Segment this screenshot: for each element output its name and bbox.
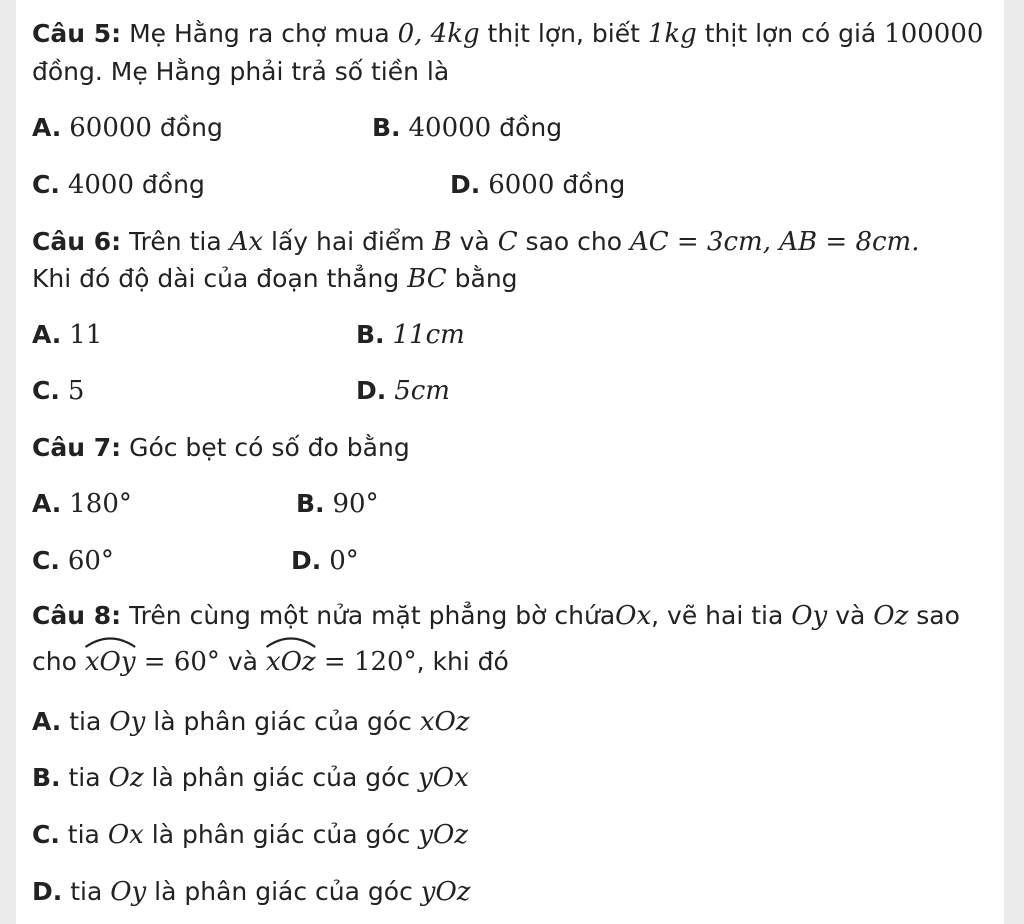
option-ray: Oz xyxy=(108,763,144,793)
option-label: D. xyxy=(356,376,387,405)
q8-line2 xyxy=(32,646,509,678)
option-value: 90° xyxy=(332,489,379,519)
q8-math: = 60° xyxy=(135,647,220,677)
option-value: 60000 xyxy=(69,113,152,143)
q7-option-a[interactable] xyxy=(32,488,132,520)
q5-math: 1kg xyxy=(647,19,697,49)
q6-text: Khi đó độ dài của đoạn thẳng xyxy=(32,264,408,293)
q6-math: B xyxy=(432,227,452,257)
option-label: A. xyxy=(32,707,62,736)
arc-icon xyxy=(85,636,136,648)
q7-option-b[interactable] xyxy=(296,488,379,520)
option-label: C. xyxy=(32,170,60,199)
q6-option-c[interactable] xyxy=(32,375,84,407)
option-value: 180° xyxy=(69,489,132,519)
option-text: là phân giác của góc xyxy=(145,707,420,736)
arc-icon xyxy=(266,636,316,648)
q5-option-b[interactable] xyxy=(372,112,562,144)
option-ray: Oy xyxy=(109,707,146,737)
q7-line1 xyxy=(32,432,410,464)
option-ray: Ox xyxy=(107,820,144,850)
option-label: B. xyxy=(356,320,385,349)
q5-option-d[interactable] xyxy=(450,169,625,201)
option-unit: đồng xyxy=(491,113,563,142)
q6-label: Câu 6: xyxy=(32,227,122,256)
q6-text: bằng xyxy=(446,264,518,293)
option-angle: yOz xyxy=(418,820,469,850)
q8-text: sao xyxy=(908,601,960,630)
q6-line1 xyxy=(32,226,919,258)
document-page xyxy=(16,0,1004,924)
q5-label: Câu 5: xyxy=(32,19,122,48)
q5-math: 0, 4kg xyxy=(397,19,480,49)
option-label: D. xyxy=(32,877,63,906)
q6-math: C xyxy=(497,227,518,257)
angle-xoz xyxy=(266,646,316,678)
q5-line2: đồng. Mẹ Hằng phải trả số tiền là xyxy=(32,57,450,86)
q5-text: thịt lợn, biết xyxy=(479,19,648,48)
q7-text: Góc bẹt có số đo bằng xyxy=(121,433,410,462)
option-text: tia xyxy=(62,877,111,906)
option-label: C. xyxy=(32,546,60,575)
option-unit: đồng xyxy=(151,113,223,142)
option-unit: đồng xyxy=(133,170,205,199)
option-value: 40000 xyxy=(408,113,492,143)
q6-text: Trên tia xyxy=(121,227,230,256)
q8-text: Trên cùng một nửa mặt phẳng bờ chứa xyxy=(121,601,616,630)
option-text: tia xyxy=(61,707,110,736)
angle-label: xOy xyxy=(84,647,136,677)
q8-text: , vẽ hai tia xyxy=(651,601,792,630)
q6-text: sao cho xyxy=(517,227,630,256)
q6-text: và xyxy=(451,227,498,256)
q8-option-c[interactable] xyxy=(32,819,468,851)
option-angle: xOz xyxy=(419,707,470,737)
option-value: 0° xyxy=(329,546,359,576)
option-label: D. xyxy=(450,170,481,199)
q7-option-d[interactable] xyxy=(291,545,359,577)
q6-option-d[interactable] xyxy=(356,375,450,407)
q5-line1 xyxy=(32,18,983,50)
q8-text: và xyxy=(827,601,874,630)
option-angle: yOx xyxy=(418,763,469,793)
q6-option-b[interactable] xyxy=(356,319,465,351)
option-ray: Oy xyxy=(110,877,147,907)
q6-option-a[interactable] xyxy=(32,319,102,351)
angle-xoy xyxy=(85,646,136,678)
q5-option-c[interactable] xyxy=(32,169,205,201)
option-text: là phân giác của góc xyxy=(146,877,421,906)
q8-text: cho xyxy=(32,647,85,676)
option-label: C. xyxy=(32,376,60,405)
option-angle: yOz xyxy=(420,877,471,907)
q5-text: thịt lợn có giá xyxy=(696,19,885,48)
q6-text: lấy hai điểm xyxy=(263,227,433,256)
q5-text: Mẹ Hằng ra chợ mua xyxy=(121,19,398,48)
option-value: 11 xyxy=(69,320,103,350)
angle-label: xOz xyxy=(265,647,316,677)
option-label: B. xyxy=(32,763,61,792)
q8-math: Oz xyxy=(873,601,909,631)
q8-math: = 120° xyxy=(315,647,417,677)
q6-line2 xyxy=(32,263,518,295)
q6-math: AC = 3cm, AB = 8cm. xyxy=(629,227,920,257)
q8-option-b[interactable] xyxy=(32,762,469,794)
q8-line1 xyxy=(32,600,960,632)
q6-math: BC xyxy=(407,264,447,294)
option-value: 5cm xyxy=(394,376,450,406)
q7-option-c[interactable] xyxy=(32,545,114,577)
q5-option-a[interactable] xyxy=(32,112,223,144)
option-unit: đồng xyxy=(554,170,626,199)
option-text: tia xyxy=(59,820,108,849)
option-text: tia xyxy=(60,763,109,792)
option-label: A. xyxy=(32,113,62,142)
option-label: C. xyxy=(32,820,60,849)
option-label: A. xyxy=(32,489,62,518)
q8-label: Câu 8: xyxy=(32,601,122,630)
option-text: là phân giác của góc xyxy=(143,763,419,792)
option-label: A. xyxy=(32,320,62,349)
q8-option-a[interactable] xyxy=(32,706,470,738)
q7-label: Câu 7: xyxy=(32,433,122,462)
option-label: B. xyxy=(372,113,401,142)
option-label: B. xyxy=(296,489,325,518)
option-label: D. xyxy=(291,546,322,575)
q8-option-d[interactable] xyxy=(32,876,470,908)
q8-math: Oy xyxy=(791,601,828,631)
q8-text: , khi đó xyxy=(416,647,509,676)
option-value: 11cm xyxy=(392,320,465,350)
q5-math: 100000 xyxy=(884,19,984,49)
option-value: 5 xyxy=(67,376,85,406)
q8-text: và xyxy=(219,647,266,676)
q8-math: Ox xyxy=(615,601,652,631)
option-value: 60° xyxy=(67,546,114,576)
option-value: 6000 xyxy=(488,170,555,200)
option-value: 4000 xyxy=(67,170,134,200)
q6-math: Ax xyxy=(229,227,264,257)
option-text: là phân giác của góc xyxy=(143,820,419,849)
